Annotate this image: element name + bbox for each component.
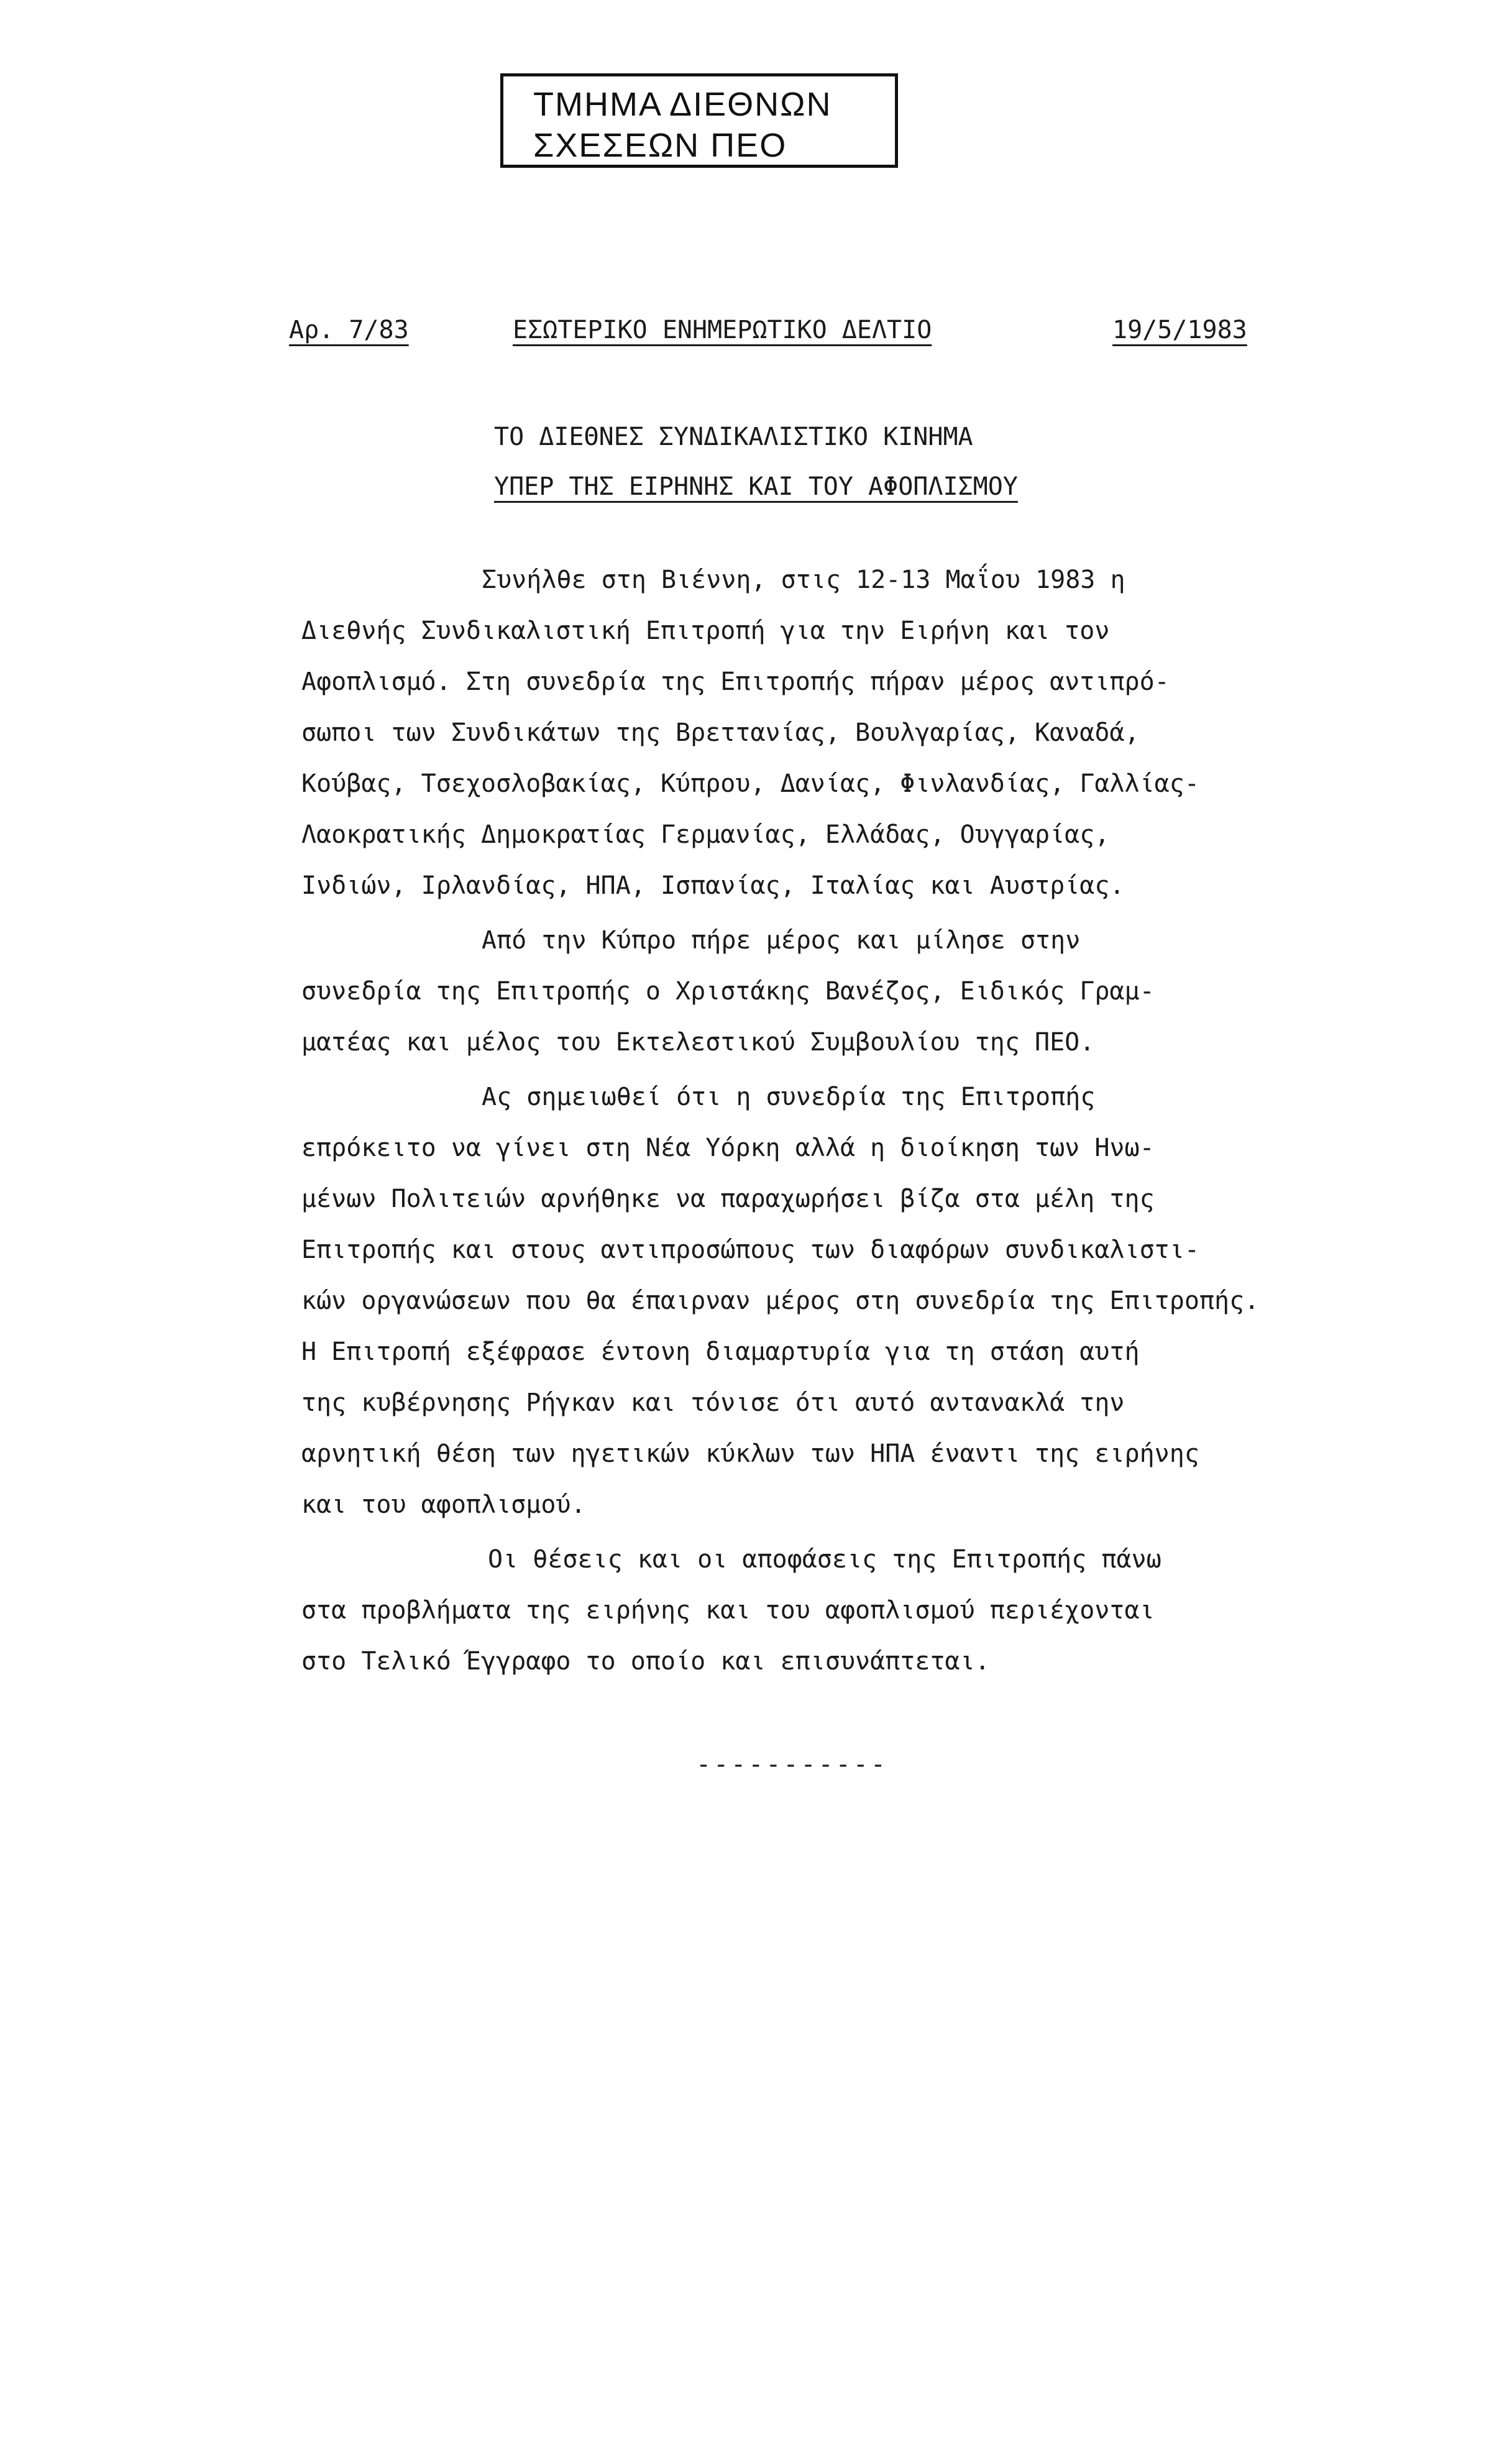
body-line-8: Από την Κύπρο πήρε μέρος και μίλησε στην (482, 926, 1081, 955)
body-line-14: Επιτροπής και στους αντιπροσώπους των διαφόρων συνδικαλιστι- (301, 1236, 1199, 1264)
stamp-line-1: ΤΜΗΜΑ ΔΙΕΘΝΩΝ (533, 86, 832, 123)
body-line-10: ματέας και μέλος του Εκτελεστικού Συμβουλίου της ΠΕΟ. (301, 1028, 1095, 1057)
body-line-3: Αφοπλισμό. Στη συνεδρία της Επιτροπής πήραν μέρος αντιπρό- (301, 668, 1170, 696)
body-line-7: Ινδιών, Ιρλανδίας, ΗΠΑ, Ισπανίας, Ιταλίας και Αυστρίας. (301, 871, 1125, 900)
body-line-1: Συνήλθε στη Βιέννη, στις 12-13 Μαΐου 1983 η (482, 566, 1125, 594)
body-line-5: Κούβας, Τσεχοσλοβακίας, Κύπρου, Δανίας, Φινλανδίας, Γαλλίας- (301, 769, 1199, 798)
title-line-1: ΤΟ ΔΙΕΘΝΕΣ ΣΥΝΔΙΚΑΛΙΣΤΙΚΟ ΚΙΝΗΜΑ (494, 423, 973, 451)
body-line-17: της κυβέρνησης Ρήγκαν και τόνισε ότι αυτό αντανακλά την (301, 1388, 1125, 1417)
body-line-21: στα προβλήματα της ειρήνης και του αφοπλισμού περιέχονται (301, 1596, 1155, 1625)
body-line-13: μένων Πολιτειών αρνήθηκε να παραχωρήσει βίζα στα μέλη της (301, 1185, 1155, 1213)
body-line-18: αρνητική θέση των ηγετικών κύκλων των ΗΠΑ έναντι της ειρήνης (301, 1439, 1199, 1468)
stamp-line-2: ΣΧΕΣΕΩΝ ΠΕΟ (533, 127, 787, 164)
body-line-2: Διεθνής Συνδικαλιστική Επιτροπή για την Ειρήνη και τον (301, 617, 1110, 645)
body-line-9: συνεδρία της Επιτροπής ο Χριστάκης Βανέζος, Ειδικός Γραμ- (301, 977, 1155, 1006)
body-line-16: Η Επιτροπή εξέφρασε έντονη διαμαρτυρία για τη στάση αυτή (301, 1338, 1140, 1366)
bulletin-date: 19/5/1983 (1112, 316, 1247, 344)
body-line-15: κών οργανώσεων που θα έπαιρναν μέρος στη συνεδρία της Επιτροπής. (301, 1287, 1260, 1315)
department-stamp (500, 73, 898, 168)
body-line-20: Οι θέσεις και οι αποφάσεις της Επιτροπής πάνω (488, 1545, 1161, 1574)
body-line-22: στο Τελικό Έγγραφο το οποίο και επισυνάπτεται. (301, 1647, 990, 1676)
closing-divider: ----------- (696, 1750, 888, 1779)
body-line-6: Λαοκρατικής Δημοκρατίας Γερμανίας, Ελλάδας, Ουγγαρίας, (301, 820, 1110, 849)
body-line-12: επρόκειτο να γίνει στη Νέα Υόρκη αλλά η διοίκηση των Ηνω- (301, 1134, 1155, 1162)
body-line-11: Ας σημειωθεί ότι η συνεδρία της Επιτροπής (482, 1083, 1096, 1111)
bulletin-subject: ΕΣΩΤΕΡΙΚΟ ΕΝΗΜΕΡΩΤΙΚΟ ΔΕΛΤΙΟ (513, 316, 932, 344)
body-line-4: σωποι των Συνδικάτων της Βρεττανίας, Βουλγαρίας, Καναδά, (301, 718, 1140, 747)
body-line-19: και του αφοπλισμού. (301, 1490, 586, 1519)
bulletin-number: Αρ. 7/83 (289, 316, 409, 344)
title-line-2: ΥΠΕΡ ΤΗΣ ΕΙΡΗΝΗΣ ΚΑΙ ΤΟΥ ΑΦΟΠΛΙΣΜΟΥ (494, 472, 1018, 501)
